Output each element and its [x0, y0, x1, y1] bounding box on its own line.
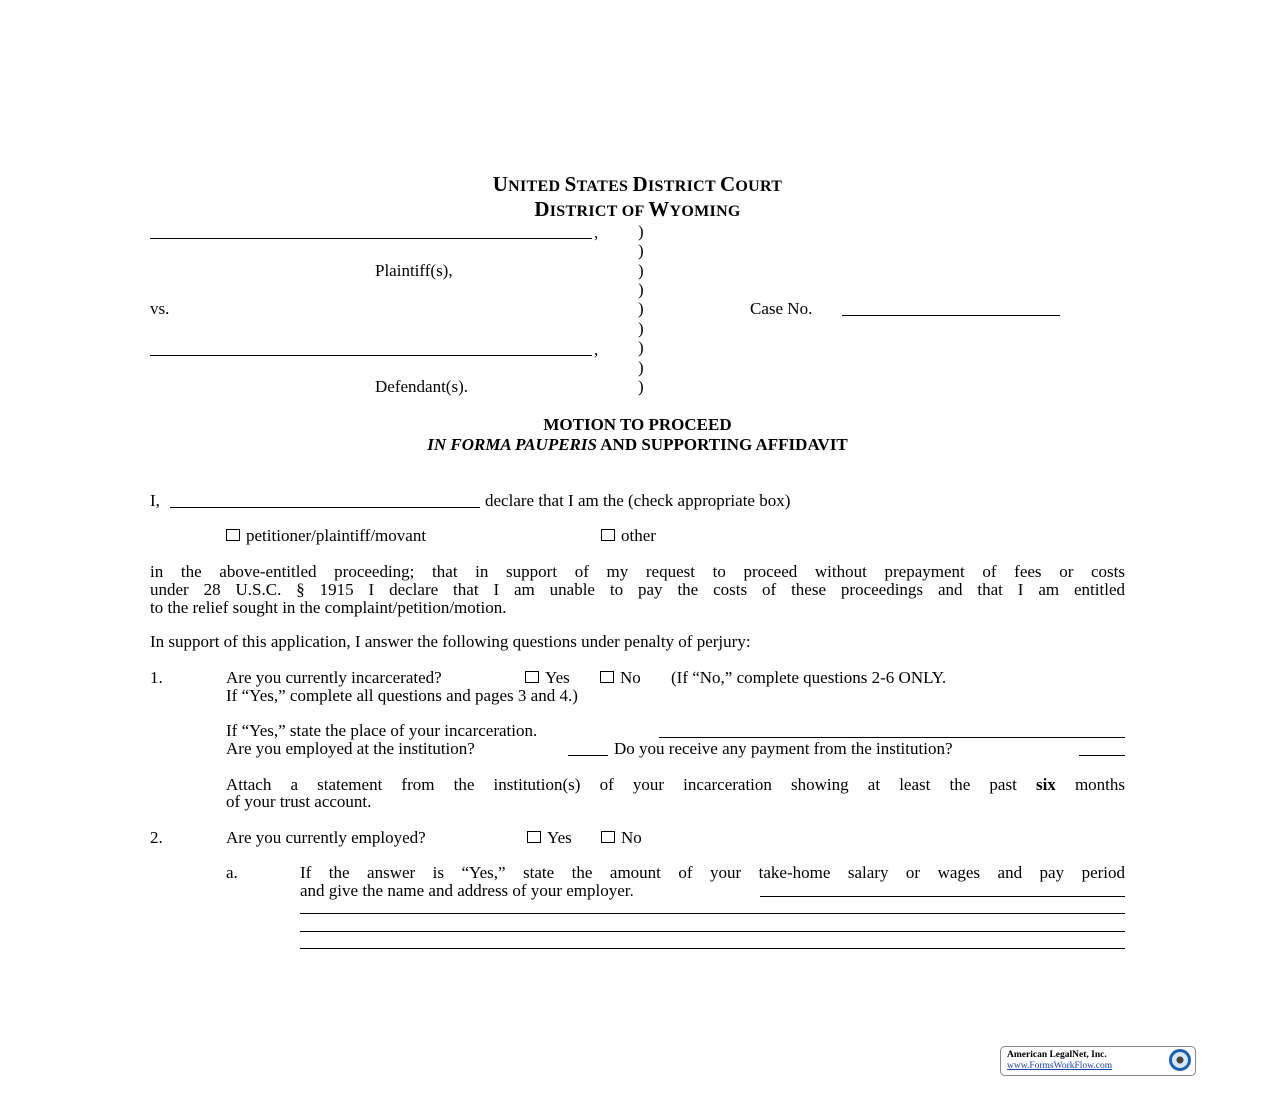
motion-subtitle: IN FORMA PAUPERIS AND SUPPORTING AFFIDAVIT: [427, 435, 848, 454]
q1-attach-line2: of your trust account.: [226, 792, 372, 811]
q1-employed-label: Are you employed at the institution?: [226, 739, 475, 758]
q2-no-option[interactable]: No: [601, 828, 642, 848]
caption-paren: ): [638, 338, 644, 357]
checkbox-q1-yes[interactable]: [525, 671, 539, 683]
logo-website-link[interactable]: www.FormsWorkFlow.com: [1007, 1061, 1113, 1071]
plaintiff-name-line[interactable]: [150, 238, 592, 239]
perjury-statement: In support of this application, I answer the following questions under penalty of perjury:: [150, 632, 751, 651]
logo-company-name: American LegalNet, Inc.: [1007, 1050, 1107, 1060]
plaintiff-comma: ,: [594, 223, 599, 242]
defendant-label: Defendant(s).: [375, 377, 468, 396]
checkbox-q2-yes[interactable]: [527, 831, 541, 843]
support-paragraph-line3: to the relief sought in the complaint/petition/motion.: [150, 598, 507, 617]
case-no-label: Case No.: [750, 299, 813, 318]
q2a-line1: If the answer is “Yes,” state the amount of your take-home salary or wages and pay period: [300, 863, 1125, 882]
caption-paren: ): [638, 319, 644, 338]
q1-number: 1.: [150, 668, 163, 687]
defendant-name-line[interactable]: [150, 355, 592, 356]
caption-paren: ): [638, 377, 644, 396]
q2a-label: a.: [226, 863, 238, 882]
q2a-line2: and give the name and address of your employer.: [300, 881, 634, 900]
q2a-answer-line[interactable]: [300, 948, 1125, 949]
q1-attach-line1: Attach a statement from the institution(s) of your incarceration showing at least the past six months: [226, 775, 1126, 794]
checkbox-petitioner[interactable]: [226, 529, 240, 541]
q1-payment-line[interactable]: [1079, 755, 1125, 756]
caption-paren: ): [638, 261, 644, 280]
q1-note-line1: (If “No,” complete questions 2-6 ONLY.: [671, 668, 947, 687]
q2-question: Are you currently employed?: [226, 828, 426, 847]
support-paragraph-line2: under 28 U.S.C. § 1915 I declare that I am unable to pay the costs of these proceedings and that I am entitled: [150, 580, 1125, 599]
case-no-line[interactable]: [842, 315, 1060, 316]
q1-note-line2: If “Yes,” complete all questions and pages 3 and 4.): [226, 686, 578, 705]
american-legalnet-logo[interactable]: [1000, 1046, 1196, 1076]
declarant-name-line[interactable]: [170, 507, 480, 508]
motion-title: MOTION TO PROCEED: [543, 415, 732, 434]
q2a-answer-line[interactable]: [760, 896, 1125, 897]
q1-place-label: If “Yes,” state the place of your incarceration.: [226, 721, 538, 740]
court-title-line1: UNITED STATES DISTRICT COURT: [492, 172, 783, 196]
option-other[interactable]: other: [601, 526, 656, 546]
caption-paren: ): [638, 280, 644, 299]
q1-question: Are you currently incarcerated?: [226, 668, 442, 687]
caption-paren: ): [638, 299, 644, 318]
caption-paren: ): [638, 222, 644, 241]
vs-label: vs.: [150, 299, 170, 318]
q1-employed-line[interactable]: [568, 755, 608, 756]
support-paragraph-line1: in the above-entitled proceeding; that in support of my request to proceed without prepayment of fees or costs: [150, 562, 1125, 581]
checkbox-other[interactable]: [601, 529, 615, 541]
plaintiff-label: Plaintiff(s),: [375, 261, 453, 280]
q2a-answer-line[interactable]: [300, 913, 1125, 914]
q1-no-option[interactable]: No: [600, 668, 641, 688]
caption-paren: ): [638, 358, 644, 377]
globe-icon: [1169, 1049, 1191, 1071]
option-petitioner[interactable]: petitioner/plaintiff/movant: [226, 526, 426, 546]
checkbox-q1-no[interactable]: [600, 671, 614, 683]
q1-yes-option[interactable]: Yes: [525, 668, 570, 688]
defendant-comma: ,: [594, 340, 599, 359]
q1-payment-label: Do you receive any payment from the institution?: [614, 739, 953, 758]
q1-place-line[interactable]: [659, 737, 1125, 738]
court-title-line2: DISTRICT OF WYOMING: [534, 197, 741, 221]
declaration-suffix: declare that I am the (check appropriate box): [485, 491, 791, 510]
q2-number: 2.: [150, 828, 163, 847]
declaration-prefix: I,: [150, 491, 160, 510]
q2a-answer-line[interactable]: [300, 931, 1125, 932]
q2-yes-option[interactable]: Yes: [527, 828, 572, 848]
checkbox-q2-no[interactable]: [601, 831, 615, 843]
caption-paren: ): [638, 241, 644, 260]
